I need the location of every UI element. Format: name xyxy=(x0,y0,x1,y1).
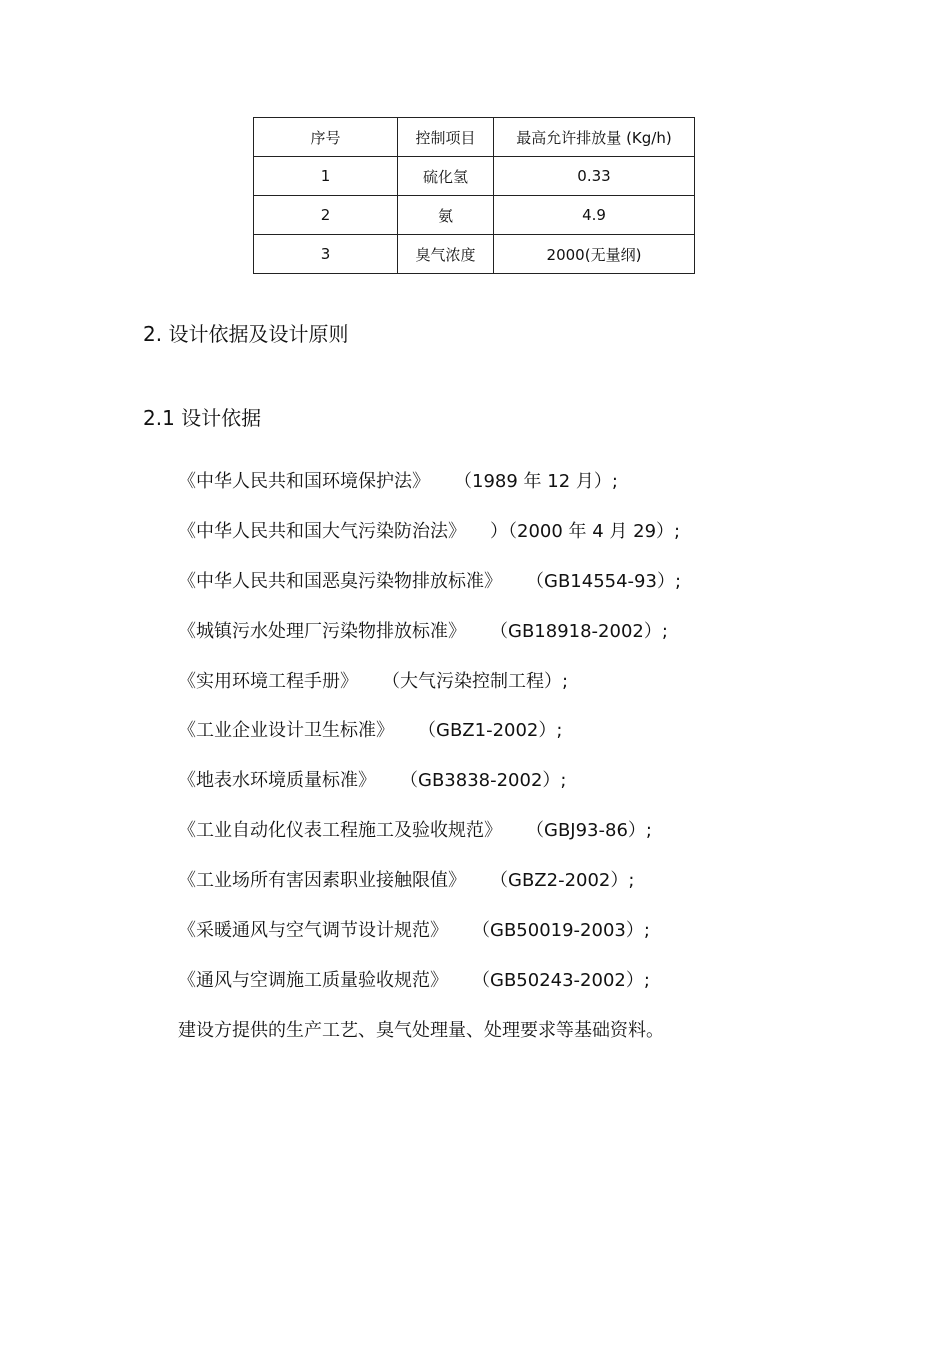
reference-title: 《城镇污水处理厂污染物排放标准》 xyxy=(178,620,466,642)
list-item xyxy=(178,466,681,516)
list-item xyxy=(178,616,681,666)
reference-detail: （GB14554-93）; xyxy=(526,570,682,592)
list-item xyxy=(178,965,681,1015)
header-serial: 序号 xyxy=(254,118,398,157)
reference-detail: （GB3838-2002）; xyxy=(400,770,567,792)
list-item xyxy=(178,765,681,815)
reference-detail: （1989 年 12 月）; xyxy=(454,471,618,492)
reference-title: 《通风与空调施工质量验收规范》 xyxy=(178,969,448,991)
table-header-row xyxy=(254,118,695,157)
reference-title: 《采暖通风与空气调节设计规范》 xyxy=(178,920,448,942)
cell-serial: 1 xyxy=(254,157,398,196)
list-item xyxy=(178,915,681,965)
reference-title: 《实用环境工程手册》 xyxy=(178,670,358,692)
cell-value: 4.9 xyxy=(494,196,695,235)
table-row xyxy=(254,157,695,196)
list-item xyxy=(178,715,681,765)
cell-item: 硫化氢 xyxy=(398,157,494,196)
table-row xyxy=(254,196,695,235)
list-item xyxy=(178,516,681,566)
header-max-emission: 最高允许排放量 (Kg/h) xyxy=(494,118,695,157)
closing-paragraph: 建设方提供的生产工艺、臭气处理量、处理要求等基础资料。 xyxy=(178,1019,664,1041)
reference-detail: （GBJ93-86）; xyxy=(526,820,652,842)
cell-item: 氨 xyxy=(398,196,494,235)
list-item xyxy=(178,566,681,616)
list-item xyxy=(178,815,681,865)
reference-title: 《中华人民共和国环境保护法》 xyxy=(178,471,430,492)
reference-list xyxy=(178,466,681,1065)
reference-detail: （GBZ1-2002）; xyxy=(418,720,563,742)
reference-detail: （GBZ2-2002）; xyxy=(490,870,635,892)
reference-detail: （大气污染控制工程）; xyxy=(382,670,569,692)
reference-title: 《工业自动化仪表工程施工及验收规范》 xyxy=(178,820,502,842)
cell-value: 0.33 xyxy=(494,157,695,196)
reference-title: 《地表水环境质量标准》 xyxy=(178,770,376,792)
reference-title: 《工业场所有害因素职业接触限值》 xyxy=(178,870,466,892)
reference-detail: （GB18918-2002）; xyxy=(490,620,668,642)
reference-detail: （GB50243-2002）; xyxy=(472,969,650,991)
cell-serial: 2 xyxy=(254,196,398,235)
section-heading-2: 2. 设计依据及设计原则 xyxy=(143,322,349,346)
table-row xyxy=(254,235,695,274)
emission-limits-table xyxy=(253,117,695,274)
header-control-item: 控制项目 xyxy=(398,118,494,157)
cell-value: 2000(无量纲) xyxy=(494,235,695,274)
reference-detail: ）（2000 年 4 月 29）; xyxy=(490,520,681,542)
cell-item: 臭气浓度 xyxy=(398,235,494,274)
reference-title: 《中华人民共和国大气污染防治法》 xyxy=(178,520,466,542)
reference-title: 《工业企业设计卫生标准》 xyxy=(178,720,394,742)
reference-title: 《中华人民共和国恶臭污染物排放标准》 xyxy=(178,570,502,592)
list-item xyxy=(178,666,681,716)
section-heading-2-1: 2.1 设计依据 xyxy=(143,406,262,430)
list-item xyxy=(178,865,681,915)
reference-detail: （GB50019-2003）; xyxy=(472,920,650,942)
cell-serial: 3 xyxy=(254,235,398,274)
